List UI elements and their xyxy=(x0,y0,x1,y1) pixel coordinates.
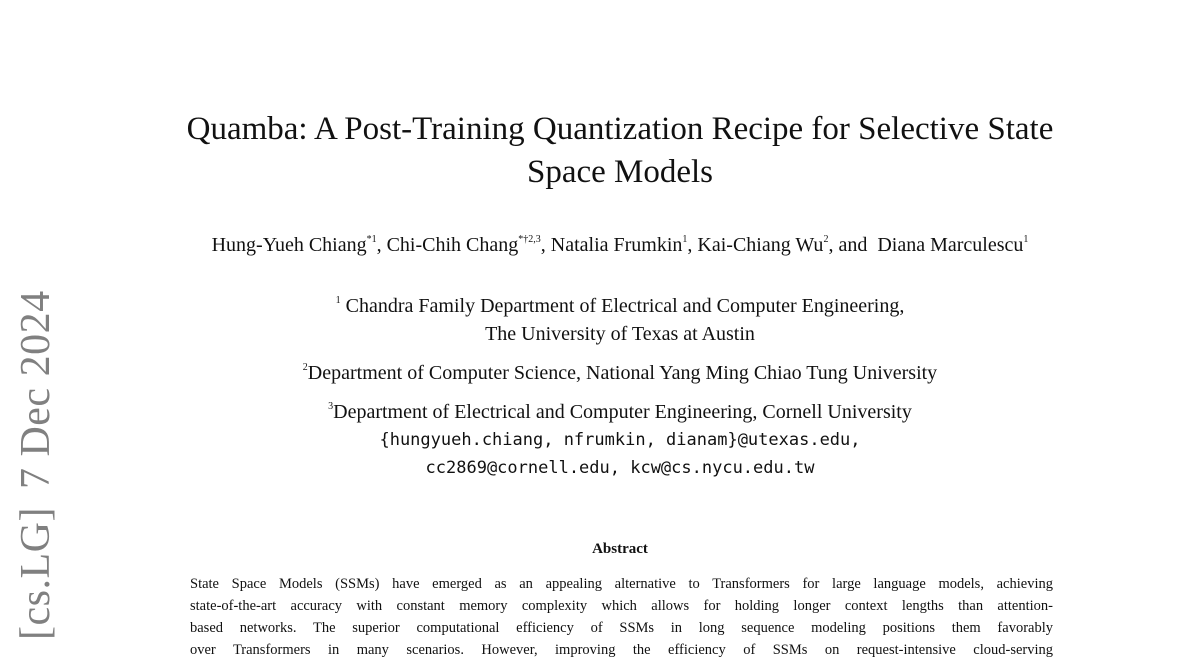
affiliation-number: 2 xyxy=(302,362,308,373)
affiliation-1 xyxy=(120,292,1120,348)
arxiv-stamp xyxy=(12,290,60,640)
abstract-line: State Space Models (SSMs) have emerged as an appealing alternative to Transformers for large language models, achieving xyxy=(190,576,1053,592)
affiliation-line: The University of Texas at Austin xyxy=(485,323,755,345)
email-line: {hungyueh.chiang, nfrumkin, dianam}@utexas.edu, xyxy=(379,430,861,450)
abstract-heading: Abstract xyxy=(592,541,648,557)
author-emails xyxy=(120,426,1120,482)
affiliation-3 xyxy=(120,398,1120,426)
abstract-line: based networks. The superior computational efficiency of SSMs in long sequence modeling positions them favorably xyxy=(190,620,1053,636)
arxiv-date: 7 Dec 2024 xyxy=(13,290,59,490)
author: Hung-Yueh Chiang$^{*1}$, xyxy=(211,234,387,256)
author: Kai-Chiang Wu$^2$, and xyxy=(697,234,878,256)
affiliation-line: Chandra Family Department of Electrical and Computer Engineering, xyxy=(345,295,905,317)
title-line-1: Quamba: A Post-Training Quantization Recipe for Selective State xyxy=(186,111,1054,147)
affiliation-line: Department of Computer Science, National Yang Ming Chiao Tung University xyxy=(307,362,938,384)
author: Natalia Frumkin$^1$, xyxy=(550,234,698,256)
author: Diana Marculescu$^1$ xyxy=(877,234,1029,256)
affiliation-number: 1 xyxy=(335,295,341,306)
affiliation-number: 3 xyxy=(328,401,334,412)
title-line-2: Space Models xyxy=(526,154,714,190)
affiliation-2 xyxy=(120,359,1120,387)
paper-title xyxy=(120,108,1120,194)
abstract-text xyxy=(190,573,1053,661)
arxiv-category: [cs.LG] xyxy=(13,507,59,640)
email-line: cc2869@cornell.edu, kcw@cs.nycu.edu.tw xyxy=(425,458,815,478)
abstract-line: over Transformers in many scenarios. However, improving the efficiency of SSMs on request-intensive cloud-serving xyxy=(190,642,1053,658)
abstract-line: state-of-the-art accuracy with constant memory complexity which allows for holding longer context lengths than attention- xyxy=(190,598,1053,614)
author: Chi-Chih Chang$^{*\dagger 2,3}$, xyxy=(386,234,551,256)
author-list xyxy=(60,231,1180,259)
affiliation-line: Department of Electrical and Computer Engineering, Cornell University xyxy=(333,401,912,423)
